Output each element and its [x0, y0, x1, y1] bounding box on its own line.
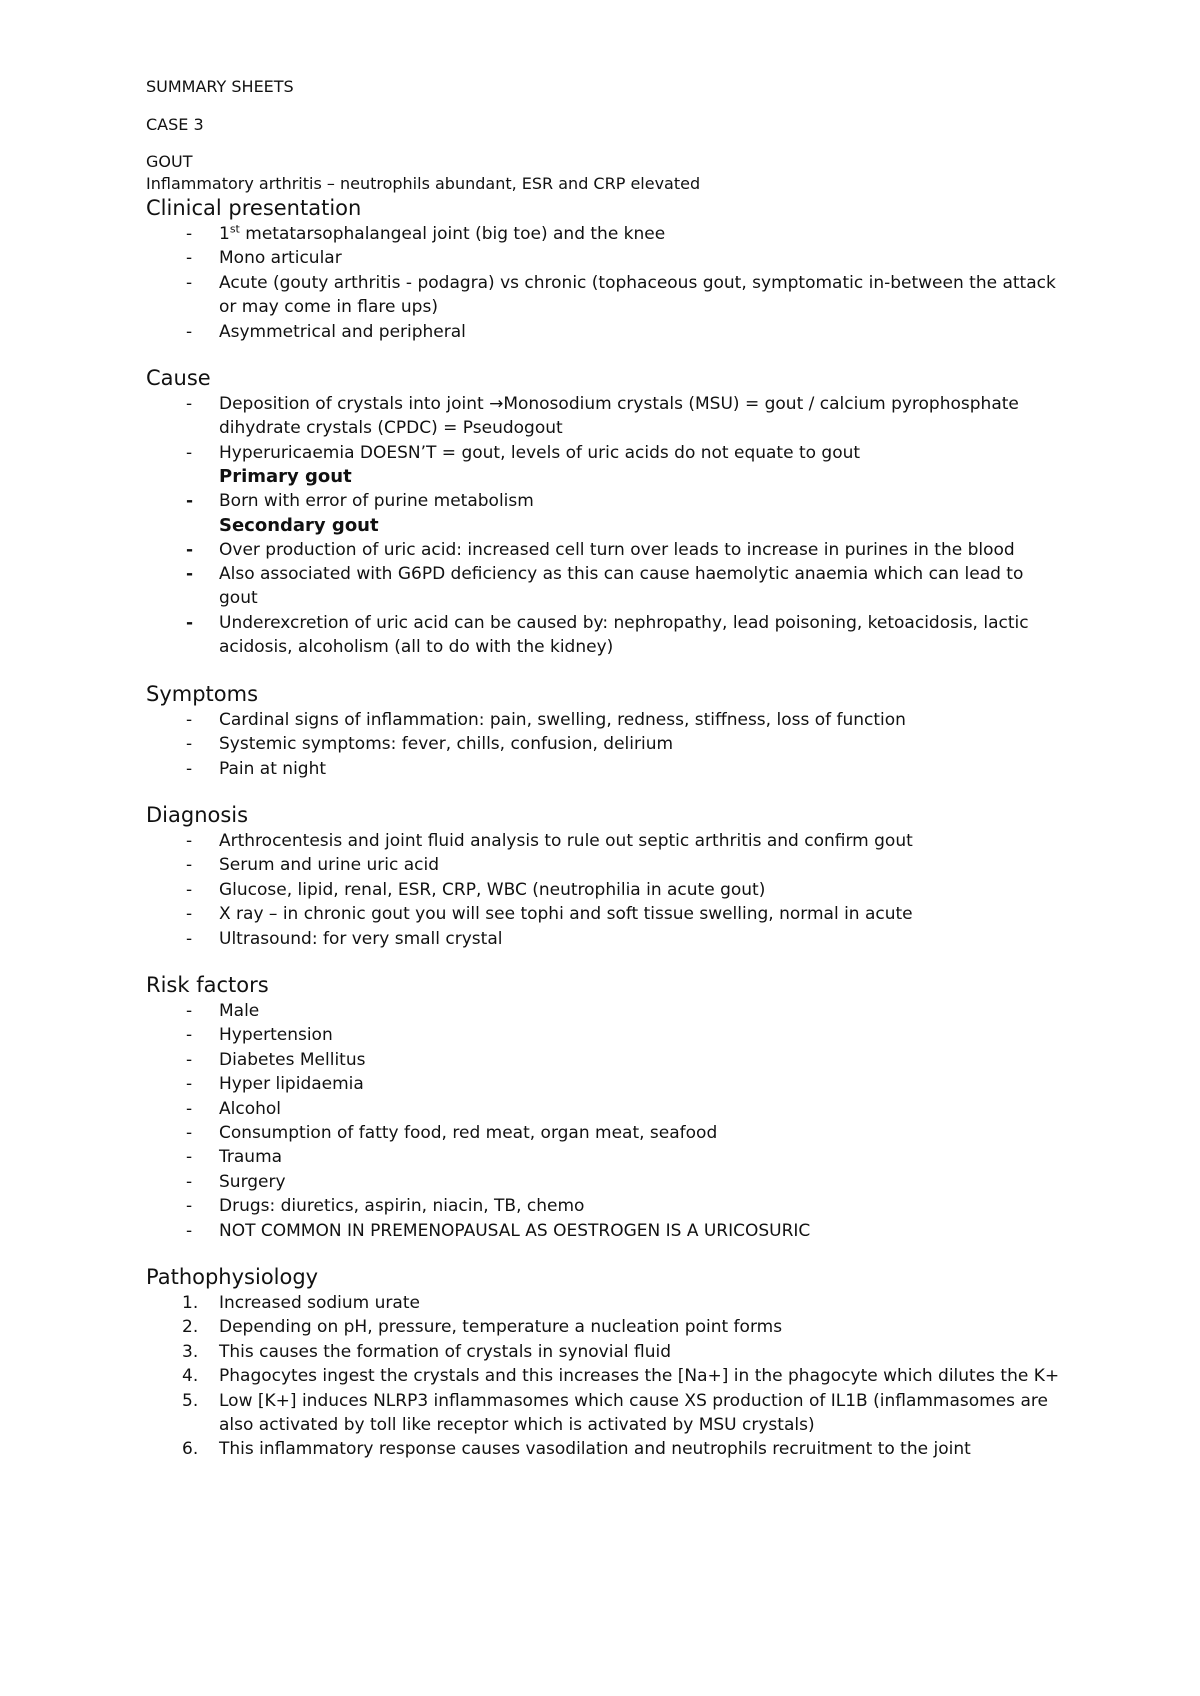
list-item: - Also associated with G6PD deficiency as this can cause haemolytic anaemia which can lead to gout — [186, 564, 1024, 609]
dash-marker: - — [186, 491, 194, 512]
list-item: - Consumption of fatty food, red meat, organ meat, seafood — [146, 1121, 1060, 1145]
dash-marker: - — [186, 1147, 193, 1168]
arrow-icon: → — [489, 394, 504, 415]
dash-marker: - — [186, 564, 194, 585]
dash-marker: - — [186, 1196, 193, 1217]
dash-marker: - — [186, 272, 193, 293]
heading-pathophysiology: Pathophysiology — [146, 1265, 319, 1289]
list-item: - Glucose, lipid, renal, ESR, CRP, WBC (neutrophilia in acute gout) — [146, 878, 1060, 902]
dash-marker: - — [186, 394, 193, 415]
list-item: - Ultrasound: for very small crystal — [146, 927, 1060, 951]
list-pathophysiology — [146, 1291, 1060, 1462]
list-item: - Hyper lipidaemia — [146, 1072, 1060, 1096]
list-item: - Acute (gouty arthritis - podagra) vs chronic (tophaceous gout, symptomatic in-between the attack or may come in flare ups) — [186, 272, 1056, 318]
list-item: - X ray – in chronic gout you will see tophi and soft tissue swelling, normal in acute — [146, 902, 1060, 926]
heading-clinical-presentation: Clinical presentation — [146, 196, 362, 220]
list-item: - Hypertension — [146, 1023, 1060, 1047]
heading-diagnosis: Diagnosis — [146, 802, 249, 827]
dash-marker: - — [186, 1220, 193, 1241]
list-item: - Over production of uric acid: increased cell turn over leads to increase in purines in the blood — [146, 538, 1060, 562]
list-item: 1. Increased sodium urate — [146, 1291, 1060, 1315]
dash-marker: - — [186, 612, 194, 633]
list-primary-gout — [146, 489, 1060, 513]
list-item: - Mono articular — [146, 246, 1060, 270]
list-item: - Deposition of crystals into joint →Monosodium crystals (MSU) = gout / calcium pyrophosphate dihydrate crystals (CPDC) = Pseudogout — [186, 394, 1019, 439]
list-clinical-presentation — [146, 222, 1060, 344]
list-item: - 1st metatarsophalangeal joint (big toe) and the knee — [146, 222, 1060, 246]
dash-marker: - — [186, 734, 193, 755]
list-item: - Alcohol — [146, 1097, 1060, 1121]
list-item: - Asymmetrical and peripheral — [146, 320, 1060, 344]
list-item: - Diabetes Mellitus — [146, 1048, 1060, 1072]
dash-marker: - — [186, 830, 193, 851]
list-item: - Serum and urine uric acid — [146, 853, 1060, 877]
list-item: - Drugs: diuretics, aspirin, niacin, TB, chemo — [146, 1194, 1060, 1218]
dash-marker: - — [186, 224, 193, 244]
number-marker: 2. — [182, 1317, 199, 1338]
dash-marker: - — [186, 248, 193, 269]
dash-marker: - — [186, 1025, 193, 1046]
list-symptoms — [146, 708, 1060, 781]
list-item: - Systemic symptoms: fever, chills, confusion, delirium — [146, 732, 1060, 756]
number-marker: 3. — [182, 1341, 199, 1362]
heading-symptoms: Symptoms — [146, 681, 259, 706]
list-item: 4. Phagocytes ingest the crystals and this increases the [Na+] in the phagocyte which dilutes the K+ — [146, 1364, 1060, 1388]
intro-line: Inflammatory arthritis – neutrophils abundant, ESR and CRP elevated — [146, 174, 701, 193]
list-item: - Hyperuricaemia DOESN’T = gout, levels of uric acids do not equate to gout — [146, 441, 1060, 465]
number-marker: 5. — [182, 1390, 199, 1411]
list-item: - Cardinal signs of inflammation: pain, swelling, redness, stiffness, loss of function — [146, 708, 1060, 732]
list-item: 3. This causes the formation of crystals in synovial fluid — [146, 1340, 1060, 1364]
topic-title: GOUT — [146, 152, 193, 171]
dash-marker: - — [186, 1000, 193, 1021]
case-title: CASE 3 — [146, 115, 204, 134]
dash-marker: - — [186, 1171, 193, 1192]
list-cause — [146, 392, 1060, 465]
dash-marker: - — [186, 321, 193, 342]
heading-risk-factors: Risk factors — [146, 972, 269, 997]
list-secondary-gout — [146, 538, 1060, 660]
dash-marker: - — [186, 855, 193, 876]
list-item: 2. Depending on pH, pressure, temperature a nucleation point forms — [146, 1315, 1060, 1339]
list-item: - Born with error of purine metabolism — [146, 489, 1060, 513]
dash-marker: - — [186, 709, 193, 730]
dash-marker: - — [186, 928, 193, 949]
dash-marker: - — [186, 1049, 193, 1070]
list-item: - Trauma — [146, 1145, 1060, 1169]
list-item: - Pain at night — [146, 757, 1060, 781]
document-title: SUMMARY SHEETS — [146, 77, 294, 96]
dash-marker: - — [186, 879, 193, 900]
list-item: - Arthrocentesis and joint fluid analysis to rule out septic arthritis and confirm gout — [146, 829, 1060, 853]
heading-cause: Cause — [146, 366, 211, 391]
dash-marker: - — [186, 904, 193, 925]
list-item: - Male — [146, 999, 1060, 1023]
list-item: - NOT COMMON IN PREMENOPAUSAL AS OESTROGEN IS A URICOSURIC — [146, 1219, 1060, 1243]
dash-marker: - — [186, 539, 194, 560]
subheading-secondary-gout: Secondary gout — [219, 514, 379, 536]
number-marker: 4. — [182, 1366, 199, 1387]
list-risk-factors — [146, 999, 1060, 1243]
list-item: 6. This inflammatory response causes vasodilation and neutrophils recruitment to the joint — [146, 1437, 1060, 1461]
number-marker: 6. — [182, 1439, 199, 1460]
dash-marker: - — [186, 442, 193, 463]
dash-marker: - — [186, 758, 193, 779]
dash-marker: - — [186, 1098, 193, 1119]
number-marker: 1. — [182, 1293, 199, 1313]
list-diagnosis — [146, 829, 1060, 951]
list-item: - Underexcretion of uric acid can be caused by: nephropathy, lead poisoning, ketoacidosis, lactic acidosis, alcoholism (all to do with the kidney) — [186, 612, 1029, 658]
subheading-primary-gout: Primary gout — [219, 466, 352, 488]
list-item: 5. Low [K+] induces NLRP3 inflammasomes which cause XS production of IL1B (inflammasomes are also activated by toll like receptor which is activated by MSU crystals) — [182, 1390, 1048, 1436]
dash-marker: - — [186, 1122, 193, 1143]
dash-marker: - — [186, 1074, 193, 1095]
list-item: - Surgery — [146, 1170, 1060, 1194]
